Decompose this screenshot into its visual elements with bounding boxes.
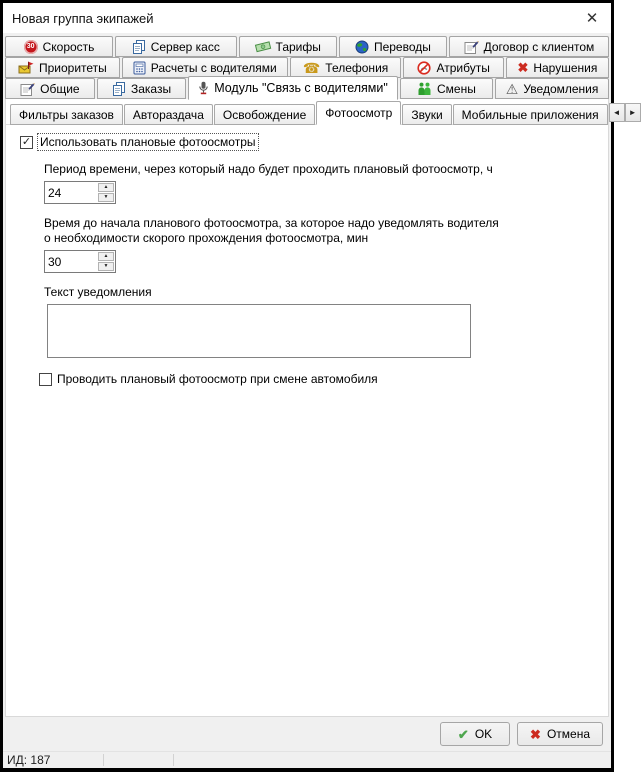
status-bar (3, 751, 611, 768)
documents-copy-icon (112, 82, 126, 96)
tab-label: Уведомления (523, 81, 599, 96)
microphone-icon (198, 81, 209, 95)
outer-tab-control (3, 33, 611, 99)
spin-up-button[interactable] (98, 183, 114, 192)
tab-attributes[interactable] (403, 57, 503, 78)
spin-up-button[interactable] (98, 252, 114, 261)
tab-cash-server[interactable] (115, 36, 237, 57)
tab-auto-dispatch[interactable] (124, 104, 213, 125)
warning-icon: ⚠ (505, 80, 519, 97)
cancel-cross-icon: ✖ (530, 726, 541, 742)
period-spinner (44, 181, 116, 204)
tab-label: Фотоосмотр (325, 106, 393, 120)
tab-client-contract[interactable] (449, 36, 609, 57)
ok-button[interactable] (440, 722, 510, 746)
tab-order-filters[interactable] (10, 104, 123, 125)
tab-label: Переводы (373, 39, 431, 54)
period-label: Период времени, через который надо будет проходить плановый фотоосмотр, ч (44, 162, 493, 176)
tab-label: Договор с клиентом (483, 39, 595, 54)
inner-tab-control (6, 99, 637, 125)
scroll-left-icon: ◄ (612, 108, 621, 117)
tab-violations[interactable] (506, 57, 609, 78)
form-pencil-icon (20, 82, 35, 96)
calculator-icon (133, 61, 146, 75)
tab-driver-settlements[interactable] (122, 57, 288, 78)
tab-scroll-buttons (609, 103, 641, 122)
cancel-button[interactable] (517, 722, 603, 746)
spin-up-icon: ▲ (103, 253, 109, 259)
tab-label: Тарифы (275, 39, 321, 54)
spin-down-icon: ▼ (103, 263, 109, 269)
status-separator (103, 754, 104, 766)
tab-orders[interactable] (97, 78, 187, 99)
notify-spin-buttons (97, 251, 115, 272)
tab-label: Общие (40, 81, 80, 96)
close-icon: ✕ (585, 10, 599, 27)
tab-telephony[interactable] (290, 57, 402, 78)
scroll-right-button[interactable] (625, 103, 641, 122)
documents-copy-icon (132, 40, 146, 54)
tab-priorities[interactable] (5, 57, 120, 78)
tab-release[interactable] (214, 104, 315, 125)
tab-driver-link-module[interactable] (188, 76, 397, 100)
contract-pencil-icon (464, 40, 479, 54)
speed-limit-30-icon: 30 (24, 40, 38, 54)
period-input[interactable] (45, 182, 97, 203)
ok-check-icon: ✔ (457, 726, 469, 742)
ok-button-label: OK (474, 727, 493, 741)
module-tab-page (5, 99, 637, 717)
tab-shifts[interactable] (400, 78, 494, 99)
tab-row-2 (5, 57, 609, 78)
tab-mobile-apps[interactable] (453, 104, 608, 125)
priority-flag-icon (18, 61, 34, 74)
tab-label: Скорость (42, 39, 95, 54)
tab-label: Фильтры заказов (19, 107, 114, 122)
tab-label: Нарушения (533, 60, 598, 75)
tab-label: Модуль "Связь с водителями" (214, 81, 388, 95)
people-icon (417, 82, 432, 95)
tab-row-1 (5, 36, 609, 57)
period-spin-buttons (97, 182, 115, 203)
no-phone-icon (417, 61, 431, 75)
record-id-text: ИД: 187 (7, 753, 51, 767)
notification-text-input[interactable] (47, 304, 471, 358)
checkbox-label[interactable]: Использовать плановые фотоосмотры (40, 135, 256, 149)
tab-label: Атрибуты (436, 60, 490, 75)
checkbox-unchecked[interactable] (39, 373, 52, 386)
notify-time-label: Время до начала планового фотоосмотра, за которое надо уведомлять водителя о необходимости скорого прохождения фотоосмотра, мин (44, 216, 499, 245)
use-photo-inspections-checkbox-row[interactable] (20, 134, 596, 150)
spin-down-button[interactable] (98, 262, 114, 271)
tab-label: Освобождение (222, 107, 307, 122)
tab-notifications[interactable] (495, 78, 609, 99)
tab-tariffs[interactable] (239, 36, 337, 57)
tab-label: Звуки (411, 107, 443, 122)
tab-transfers[interactable] (339, 36, 447, 57)
cancel-button-label: Отмена (546, 727, 590, 741)
spin-down-button[interactable] (98, 193, 114, 202)
tab-label: Расчеты с водителями (150, 60, 277, 75)
spin-down-icon: ▼ (103, 194, 109, 200)
close-button[interactable] (579, 6, 605, 30)
tab-label: Телефония (325, 60, 389, 75)
tab-row-3 (5, 78, 609, 99)
tab-label: Автораздача (132, 107, 204, 122)
checkbox-label[interactable]: Проводить плановый фотоосмотр при смене автомобиля (57, 372, 378, 386)
checkbox-checked[interactable]: ✓ (21, 135, 32, 148)
scroll-left-button[interactable] (609, 103, 625, 122)
tab-label: Заказы (131, 81, 172, 96)
scroll-right-icon: ► (628, 108, 637, 117)
banknote-icon (255, 40, 271, 53)
notification-text-label: Текст уведомления (44, 285, 152, 299)
photo-inspection-page (6, 125, 608, 716)
notify-time-input[interactable] (45, 251, 97, 272)
tab-label: Приоритеты (38, 60, 107, 75)
car-change-checkbox-row[interactable] (39, 372, 596, 386)
tab-general[interactable] (5, 78, 95, 99)
tab-sounds[interactable] (402, 104, 451, 125)
red-cross-icon: ✖ (517, 60, 529, 75)
spin-up-icon: ▲ (103, 184, 109, 190)
phone-icon: ☎ (302, 59, 321, 76)
tab-label: Сервер касс (150, 39, 220, 54)
tab-label: Мобильные приложения (461, 107, 599, 122)
window-title: Новая группа экипажей (12, 10, 154, 26)
tab-photo-inspection[interactable] (316, 101, 401, 125)
notify-time-spinner (44, 250, 116, 273)
tab-speed[interactable] (5, 36, 113, 57)
globe-icon (355, 40, 369, 54)
tab-label: Смены (436, 81, 476, 96)
dialog-footer (3, 717, 611, 751)
title-bar (3, 3, 611, 33)
status-separator (173, 754, 174, 766)
